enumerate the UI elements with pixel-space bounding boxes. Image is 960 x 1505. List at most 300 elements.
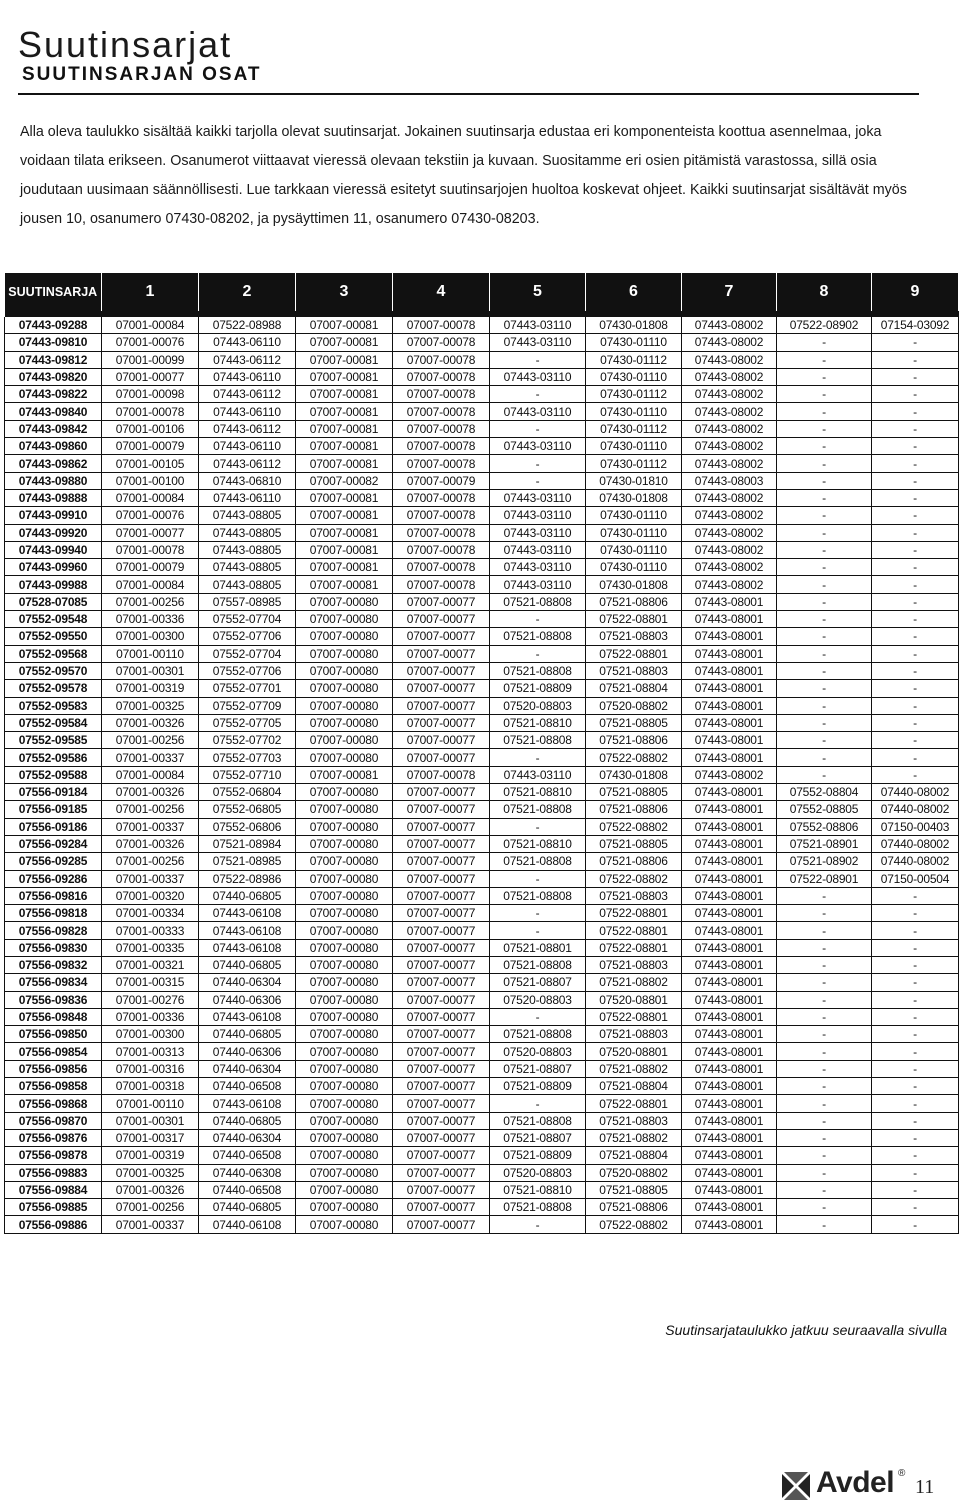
part-number-cell: 07443-08001 [682,784,777,801]
part-number-cell: - [872,611,959,628]
part-number-cell: 07443-08001 [682,1181,777,1198]
part-number-cell: 07443-08002 [682,766,777,783]
part-number-cell: 07521-08804 [586,1078,682,1095]
part-number-cell: - [490,472,586,489]
table-row [5,714,959,731]
part-number-cell: - [777,680,872,697]
part-number-cell: 07007-00077 [393,887,490,904]
part-number-cell: 07001-00256 [102,853,199,870]
part-number-cell: 07521-08810 [490,784,586,801]
part-number-cell: 07443-08001 [682,801,777,818]
part-number-cell: 07443-03110 [490,334,586,351]
part-number-cell: - [777,887,872,904]
part-number-cell: 07001-00079 [102,559,199,576]
table-row [5,1181,959,1198]
part-number-cell: 07522-08801 [586,905,682,922]
part-number-cell: 07521-08807 [490,1129,586,1146]
part-number-cell: 07007-00080 [296,680,393,697]
part-number-cell: 07007-00077 [393,939,490,956]
part-number-cell: 07521-08807 [490,974,586,991]
part-number-cell: 07007-00077 [393,697,490,714]
part-number-cell: - [872,1060,959,1077]
part-number-cell: - [872,1008,959,1025]
part-number-cell: 07443-08002 [682,576,777,593]
kit-number-cell: 07556-09883 [5,1164,102,1181]
part-number-cell: - [872,749,959,766]
part-number-cell: 07007-00080 [296,870,393,887]
part-number-cell: 07430-01112 [586,386,682,403]
part-number-cell: 07001-00336 [102,611,199,628]
part-number-cell: - [777,472,872,489]
part-number-cell: 07520-08801 [586,991,682,1008]
kit-number-cell: 07556-09856 [5,1060,102,1077]
part-number-cell: 07007-00077 [393,1060,490,1077]
part-number-cell: 07443-08002 [682,420,777,437]
part-number-cell: 07443-08001 [682,749,777,766]
part-number-cell: 07521-08808 [490,853,586,870]
part-number-cell: 07150-00504 [872,870,959,887]
kit-number-cell: 07443-09920 [5,524,102,541]
part-number-cell: 07443-06110 [199,334,296,351]
part-number-cell: 07007-00081 [296,455,393,472]
kit-number-cell: 07443-09812 [5,351,102,368]
part-number-cell: 07443-08001 [682,1043,777,1060]
table-row [5,611,959,628]
part-number-cell: 07521-08808 [490,1112,586,1129]
part-number-cell: - [777,403,872,420]
kit-number-cell: 07556-09876 [5,1129,102,1146]
part-number-cell: 07007-00080 [296,628,393,645]
part-number-cell: 07007-00081 [296,541,393,558]
part-number-cell: - [872,351,959,368]
part-number-cell: 07521-08902 [777,853,872,870]
table-row [5,472,959,489]
column-header: 1 [102,273,199,311]
kit-number-cell: 07443-09960 [5,559,102,576]
part-number-cell: 07443-03110 [490,438,586,455]
part-number-cell: - [872,489,959,506]
part-number-cell: - [872,403,959,420]
part-number-cell: - [872,420,959,437]
part-number-cell: 07522-08801 [586,1008,682,1025]
part-number-cell: 07443-08001 [682,662,777,679]
part-number-cell: - [872,576,959,593]
nozzle-kit-table [4,273,959,1234]
part-number-cell: 07522-08802 [586,1216,682,1233]
kit-number-cell: 07443-09910 [5,507,102,524]
part-number-cell: 07443-08805 [199,541,296,558]
part-number-cell: 07443-08001 [682,1112,777,1129]
part-number-cell: 07001-00256 [102,732,199,749]
part-number-cell: 07443-08001 [682,1129,777,1146]
part-number-cell: - [872,455,959,472]
table-row [5,905,959,922]
part-number-cell: 07001-00076 [102,334,199,351]
part-number-cell: - [872,438,959,455]
kit-number-cell: 07443-09288 [5,317,102,334]
part-number-cell: - [777,507,872,524]
part-number-cell: 07007-00077 [393,1129,490,1146]
part-number-cell: 07001-00098 [102,386,199,403]
part-number-cell: 07521-08984 [199,835,296,852]
part-number-cell: 07001-00078 [102,541,199,558]
part-number-cell: 07007-00078 [393,438,490,455]
part-number-cell: 07007-00078 [393,368,490,385]
part-number-cell: 07007-00080 [296,1008,393,1025]
part-number-cell: 07552-08806 [777,818,872,835]
part-number-cell: 07001-00325 [102,1164,199,1181]
part-number-cell: 07007-00078 [393,317,490,334]
table-row [5,766,959,783]
part-number-cell: 07522-08801 [586,1095,682,1112]
part-number-cell: 07007-00080 [296,611,393,628]
part-number-cell: - [777,1008,872,1025]
part-number-cell: - [777,576,872,593]
part-number-cell: - [490,386,586,403]
kit-number-cell: 07443-09842 [5,420,102,437]
part-number-cell: 07443-08002 [682,455,777,472]
part-number-cell: 07443-06112 [199,420,296,437]
part-number-cell: 07007-00080 [296,1060,393,1077]
part-number-cell: 07521-08806 [586,593,682,610]
part-number-cell: - [490,351,586,368]
part-number-cell: 07552-07706 [199,662,296,679]
part-number-cell: 07443-08001 [682,870,777,887]
part-number-cell: 07007-00078 [393,559,490,576]
part-number-cell: 07001-00315 [102,974,199,991]
part-number-cell: 07007-00080 [296,1164,393,1181]
table-row [5,645,959,662]
part-number-cell: - [872,1216,959,1233]
part-number-cell: 07001-00084 [102,317,199,334]
part-number-cell: 07521-08805 [586,835,682,852]
kit-number-cell: 07556-09850 [5,1026,102,1043]
part-number-cell: - [872,472,959,489]
table-row [5,1008,959,1025]
part-number-cell: 07522-08902 [777,317,872,334]
part-number-cell: 07440-06308 [199,1164,296,1181]
part-number-cell: 07443-08001 [682,611,777,628]
part-number-cell: - [777,697,872,714]
kit-number-cell: 07556-09886 [5,1216,102,1233]
part-number-cell: 07443-08002 [682,317,777,334]
table-row [5,1043,959,1060]
part-number-cell: 07007-00081 [296,420,393,437]
part-number-cell: 07520-08803 [490,1164,586,1181]
part-number-cell: 07521-08810 [490,835,586,852]
part-number-cell: 07007-00077 [393,749,490,766]
part-number-cell: 07443-03110 [490,559,586,576]
part-number-cell: 07001-00300 [102,628,199,645]
part-number-cell: 07443-08001 [682,991,777,1008]
part-number-cell: 07007-00080 [296,1199,393,1216]
kit-number-cell: 07443-09888 [5,489,102,506]
part-number-cell: 07001-00334 [102,905,199,922]
part-number-cell: 07001-00077 [102,524,199,541]
part-number-cell: 07443-03110 [490,368,586,385]
table-row [5,662,959,679]
part-number-cell: 07443-03110 [490,507,586,524]
part-number-cell: 07007-00077 [393,922,490,939]
part-number-cell: 07443-08001 [682,1078,777,1095]
part-number-cell: 07007-00080 [296,835,393,852]
table-row [5,974,959,991]
part-number-cell: 07443-08001 [682,1199,777,1216]
column-header: 3 [296,273,393,311]
part-number-cell: 07430-01808 [586,317,682,334]
part-number-cell: 07007-00077 [393,956,490,973]
part-number-cell: 07007-00077 [393,732,490,749]
kit-number-cell: 07556-09184 [5,784,102,801]
part-number-cell: 07440-06805 [199,956,296,973]
part-number-cell: 07007-00077 [393,1043,490,1060]
part-number-cell: 07552-07704 [199,611,296,628]
part-number-cell: 07522-08802 [586,870,682,887]
table-row [5,887,959,904]
kit-number-cell: 07556-09185 [5,801,102,818]
kit-number-cell: 07556-09816 [5,887,102,904]
table-row [5,1112,959,1129]
part-number-cell: 07001-00084 [102,489,199,506]
part-number-cell: 07443-08001 [682,732,777,749]
part-number-cell: 07007-00080 [296,905,393,922]
part-number-cell: 07521-08809 [490,680,586,697]
part-number-cell: 07007-00080 [296,974,393,991]
part-number-cell: - [490,1216,586,1233]
part-number-cell: - [490,611,586,628]
part-number-cell: - [777,368,872,385]
intro-paragraph: Alla oleva taulukko sisältää kaikki tarjolla olevat suutinsarjat. Jokainen suutinsarja edustaa eri komponenteista koottua asennelmaa, joka voidaan tilata erikseen. Osanumerot viittaavat vieressä olevaan tekstiin ja kuvaan. Suositamme eri osien pitämistä varastossa, sillä osia joudutaan uusimaan säännöllisesti. Lue tarkkaan vieressä esitetyt suutinsarjojen huoltoa koskevat ohjeet. Kaikki suutinsarjat sisältävät myös jousen 10, osanumero 07430-08202, ja pysäyttimen 11, osanumero 07430-08203. [20,124,907,227]
part-number-cell: 07007-00077 [393,1216,490,1233]
part-number-cell: 07520-08803 [490,991,586,1008]
kit-number-cell: 07528-07085 [5,593,102,610]
part-number-cell: 07007-00078 [393,524,490,541]
part-number-cell: - [777,645,872,662]
part-number-cell: 07443-06108 [199,922,296,939]
part-number-cell: 07001-00079 [102,438,199,455]
part-number-cell: 07001-00300 [102,1026,199,1043]
part-number-cell: - [777,611,872,628]
part-number-cell: 07522-08988 [199,317,296,334]
part-number-cell: - [777,559,872,576]
part-number-cell: 07430-01110 [586,507,682,524]
part-number-cell: 07443-08001 [682,922,777,939]
part-number-cell: - [490,1008,586,1025]
part-number-cell: 07443-08001 [682,939,777,956]
part-number-cell: - [777,593,872,610]
part-number-cell: - [777,351,872,368]
part-number-cell: - [872,368,959,385]
part-number-cell: 07001-00078 [102,403,199,420]
part-number-cell: 07443-06110 [199,368,296,385]
part-number-cell: 07001-00337 [102,749,199,766]
avdel-logo-icon [780,1472,812,1500]
kit-number-cell: 07556-09285 [5,853,102,870]
part-number-cell: 07007-00077 [393,611,490,628]
part-number-cell: - [872,1078,959,1095]
part-number-cell: 07521-08808 [490,628,586,645]
kit-number-cell: 07556-09878 [5,1147,102,1164]
part-number-cell: 07521-08808 [490,956,586,973]
part-number-cell: 07007-00080 [296,939,393,956]
part-number-cell: 07521-08802 [586,974,682,991]
table-row [5,749,959,766]
part-number-cell: - [490,818,586,835]
part-number-cell: 07440-08002 [872,784,959,801]
part-number-cell: 07430-01110 [586,438,682,455]
part-number-cell: 07007-00080 [296,991,393,1008]
part-number-cell: 07007-00078 [393,386,490,403]
part-number-cell: 07007-00081 [296,766,393,783]
part-number-cell: 07007-00080 [296,801,393,818]
part-number-cell: - [872,1112,959,1129]
part-number-cell: 07440-06304 [199,1060,296,1077]
part-number-cell: 07521-08808 [490,801,586,818]
part-number-cell: 07443-06112 [199,386,296,403]
part-number-cell: 07007-00078 [393,334,490,351]
section-heading: SUUTINSARJAN OSAT [22,64,262,85]
part-number-cell: 07007-00078 [393,420,490,437]
part-number-cell: 07521-08801 [490,939,586,956]
part-number-cell: - [490,645,586,662]
registered-mark: ® [898,1468,906,1479]
part-number-cell: 07521-08806 [586,732,682,749]
part-number-cell: 07443-08001 [682,1060,777,1077]
kit-number-cell: 07556-09834 [5,974,102,991]
kit-number-cell: 07556-09832 [5,956,102,973]
part-number-cell: 07007-00077 [393,593,490,610]
part-number-cell: - [777,1199,872,1216]
part-number-cell: 07521-08808 [490,1026,586,1043]
part-number-cell: 07430-01110 [586,524,682,541]
part-number-cell: 07521-08803 [586,887,682,904]
part-number-cell: - [490,455,586,472]
part-number-cell: 07521-08901 [777,835,872,852]
part-number-cell: 07521-08804 [586,1147,682,1164]
part-number-cell: 07443-08001 [682,697,777,714]
column-header: 6 [586,273,682,311]
part-number-cell: 07001-00084 [102,576,199,593]
kit-number-cell: 07552-09548 [5,611,102,628]
part-number-cell: - [872,697,959,714]
part-number-cell: 07552-07704 [199,645,296,662]
kit-number-cell: 07443-09988 [5,576,102,593]
part-number-cell: 07521-08803 [586,662,682,679]
part-number-cell: 07443-08002 [682,334,777,351]
part-number-cell: 07007-00081 [296,386,393,403]
part-number-cell: 07443-08001 [682,887,777,904]
part-number-cell: 07007-00080 [296,645,393,662]
part-number-cell: 07521-08804 [586,680,682,697]
part-number-cell: 07001-00326 [102,835,199,852]
part-number-cell: - [777,541,872,558]
table-row [5,351,959,368]
continue-note: Suutinsarjataulukko jatkuu seuraavalla sivulla [665,1322,947,1338]
part-number-cell: 07443-06110 [199,403,296,420]
part-number-cell: 07007-00080 [296,784,393,801]
table-row [5,835,959,852]
part-number-cell: 07522-08801 [586,611,682,628]
part-number-cell: 07522-08986 [199,870,296,887]
part-number-cell: 07007-00077 [393,628,490,645]
part-number-cell: 07001-00317 [102,1129,199,1146]
part-number-cell: - [777,1129,872,1146]
part-number-cell: 07007-00077 [393,1026,490,1043]
part-number-cell: 07001-00256 [102,1199,199,1216]
table-row [5,784,959,801]
part-number-cell: 07521-08808 [490,662,586,679]
part-number-cell: 07007-00080 [296,1216,393,1233]
part-number-cell: 07443-03110 [490,489,586,506]
part-number-cell: 07007-00081 [296,576,393,593]
part-number-cell: - [872,714,959,731]
part-number-cell: - [777,1181,872,1198]
part-number-cell: 07522-08801 [586,922,682,939]
part-number-cell: 07007-00080 [296,1095,393,1112]
part-number-cell: - [777,1043,872,1060]
part-number-cell: 07443-06108 [199,1008,296,1025]
part-number-cell: - [777,455,872,472]
column-header: 2 [199,273,296,311]
part-number-cell: 07001-00105 [102,455,199,472]
part-number-cell: - [777,1060,872,1077]
kit-number-cell: 07552-09584 [5,714,102,731]
part-number-cell: 07007-00077 [393,1112,490,1129]
part-number-cell: 07007-00080 [296,1181,393,1198]
part-number-cell: 07521-08803 [586,1026,682,1043]
table-row [5,680,959,697]
part-number-cell: 07007-00077 [393,801,490,818]
part-number-cell: 07007-00080 [296,732,393,749]
part-number-cell: 07443-08002 [682,507,777,524]
part-number-cell: - [777,334,872,351]
part-number-cell: 07443-08001 [682,835,777,852]
kit-number-cell: 07556-09884 [5,1181,102,1198]
part-number-cell: - [777,386,872,403]
part-number-cell: 07007-00077 [393,680,490,697]
part-number-cell: - [872,559,959,576]
part-number-cell: 07443-08003 [682,472,777,489]
part-number-cell: 07007-00078 [393,403,490,420]
part-number-cell: - [872,974,959,991]
part-number-cell: - [872,766,959,783]
part-number-cell: 07007-00080 [296,1043,393,1060]
part-number-cell: 07520-08803 [490,1043,586,1060]
part-number-cell: 07430-01110 [586,368,682,385]
part-number-cell: 07443-03110 [490,541,586,558]
part-number-cell: 07552-06805 [199,801,296,818]
part-number-cell: 07001-00256 [102,801,199,818]
part-number-cell: 07440-06306 [199,1043,296,1060]
part-number-cell: 07007-00081 [296,351,393,368]
kit-number-cell: 07556-09284 [5,835,102,852]
table-row [5,489,959,506]
heading-divider [18,93,919,95]
part-number-cell: - [490,870,586,887]
part-number-cell: 07443-06112 [199,455,296,472]
part-number-cell: 07443-08002 [682,541,777,558]
part-number-cell: 07520-08803 [490,697,586,714]
part-number-cell: - [777,662,872,679]
part-number-cell: 07443-03110 [490,524,586,541]
part-number-cell: 07007-00081 [296,524,393,541]
part-number-cell: 07430-01810 [586,472,682,489]
avdel-logo [780,1466,955,1502]
part-number-cell: - [872,662,959,679]
column-header: 5 [490,273,586,311]
part-number-cell: 07440-06108 [199,1216,296,1233]
part-number-cell: 07443-06108 [199,1095,296,1112]
